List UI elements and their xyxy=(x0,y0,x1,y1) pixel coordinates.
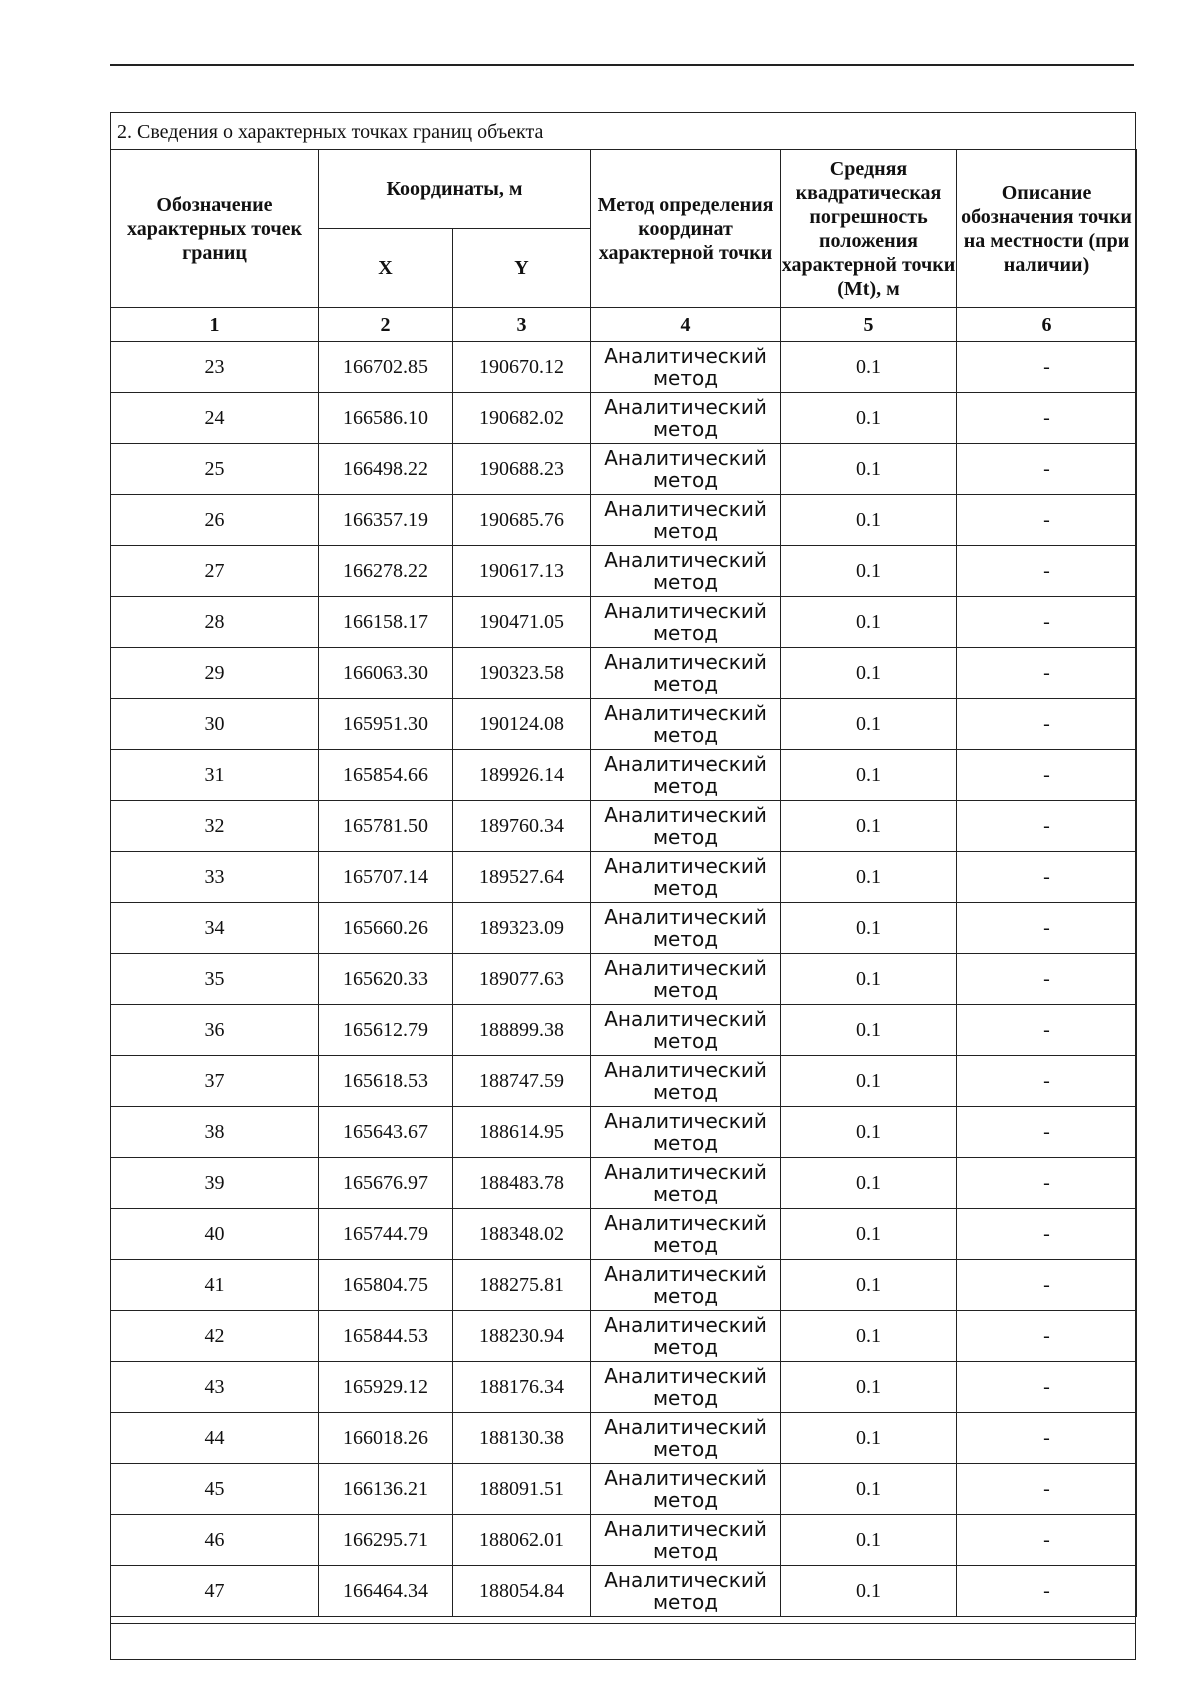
method-line: метод xyxy=(652,672,719,696)
y-coordinate-cell: 188091.51 xyxy=(453,1464,591,1515)
column-number: 4 xyxy=(591,308,781,342)
table-row xyxy=(111,1413,1137,1464)
y-coordinate-cell: 190124.08 xyxy=(453,699,591,750)
point-number-cell: 26 xyxy=(111,495,319,546)
y-coordinate-cell: 188176.34 xyxy=(453,1362,591,1413)
description-cell: - xyxy=(957,1209,1137,1260)
point-number-cell: 45 xyxy=(111,1464,319,1515)
point-number-cell: 25 xyxy=(111,444,319,495)
description-cell: - xyxy=(957,852,1137,903)
point-number-cell: 35 xyxy=(111,954,319,1005)
method-line: Аналитический xyxy=(604,1364,767,1388)
table-row xyxy=(111,597,1137,648)
method-cell xyxy=(591,1566,781,1617)
x-coordinate-cell: 165676.97 xyxy=(319,1158,453,1209)
description-cell: - xyxy=(957,801,1137,852)
method-line: метод xyxy=(652,1182,719,1206)
method-cell xyxy=(591,1005,781,1056)
method-line: метод xyxy=(652,1539,719,1563)
error-cell: 0.1 xyxy=(781,1209,957,1260)
table-row xyxy=(111,699,1137,750)
column-number: 1 xyxy=(111,308,319,342)
point-number-cell: 40 xyxy=(111,1209,319,1260)
y-coordinate-cell: 188230.94 xyxy=(453,1311,591,1362)
description-cell: - xyxy=(957,1005,1137,1056)
method-line: метод xyxy=(652,1233,719,1257)
table-row xyxy=(111,495,1137,546)
error-cell: 0.1 xyxy=(781,1464,957,1515)
method-cell xyxy=(591,546,781,597)
error-cell: 0.1 xyxy=(781,1107,957,1158)
header-x: X xyxy=(319,229,453,308)
method-line: Аналитический xyxy=(604,446,767,470)
method-cell xyxy=(591,699,781,750)
y-coordinate-cell: 190670.12 xyxy=(453,342,591,393)
error-cell: 0.1 xyxy=(781,1362,957,1413)
x-coordinate-cell: 165707.14 xyxy=(319,852,453,903)
table-row xyxy=(111,801,1137,852)
method-line: Аналитический xyxy=(604,854,767,878)
method-line: метод xyxy=(652,774,719,798)
header-error: Средняя квадратическая погрешность положения характерной точки (Mt), м xyxy=(781,150,957,308)
error-cell: 0.1 xyxy=(781,342,957,393)
method-line: метод xyxy=(652,1590,719,1614)
method-line: Аналитический xyxy=(604,1262,767,1286)
y-coordinate-cell: 190471.05 xyxy=(453,597,591,648)
description-cell: - xyxy=(957,1413,1137,1464)
method-line: метод xyxy=(652,1488,719,1512)
x-coordinate-cell: 166702.85 xyxy=(319,342,453,393)
y-coordinate-cell: 190323.58 xyxy=(453,648,591,699)
method-line: метод xyxy=(652,519,719,543)
point-number-cell: 46 xyxy=(111,1515,319,1566)
y-coordinate-cell: 189926.14 xyxy=(453,750,591,801)
method-line: метод xyxy=(652,1131,719,1155)
method-line: Аналитический xyxy=(604,701,767,725)
table-row xyxy=(111,1464,1137,1515)
method-cell xyxy=(591,1056,781,1107)
column-number: 2 xyxy=(319,308,453,342)
method-line: Аналитический xyxy=(604,344,767,368)
description-cell: - xyxy=(957,546,1137,597)
table-row xyxy=(111,1260,1137,1311)
x-coordinate-cell: 165612.79 xyxy=(319,1005,453,1056)
method-cell xyxy=(591,852,781,903)
table-row xyxy=(111,1005,1137,1056)
point-number-cell: 23 xyxy=(111,342,319,393)
x-coordinate-cell: 166357.19 xyxy=(319,495,453,546)
y-coordinate-cell: 188483.78 xyxy=(453,1158,591,1209)
method-line: Аналитический xyxy=(604,599,767,623)
y-coordinate-cell: 188614.95 xyxy=(453,1107,591,1158)
y-coordinate-cell: 189760.34 xyxy=(453,801,591,852)
x-coordinate-cell: 165781.50 xyxy=(319,801,453,852)
table-row xyxy=(111,750,1137,801)
error-cell: 0.1 xyxy=(781,648,957,699)
header-point-designation: Обозначение характерных точек границ xyxy=(111,150,319,308)
table-row xyxy=(111,852,1137,903)
document-frame xyxy=(110,112,1136,1660)
error-cell: 0.1 xyxy=(781,495,957,546)
column-number-row xyxy=(111,308,1137,342)
x-coordinate-cell: 166586.10 xyxy=(319,393,453,444)
method-cell xyxy=(591,648,781,699)
point-number-cell: 47 xyxy=(111,1566,319,1617)
y-coordinate-cell: 190685.76 xyxy=(453,495,591,546)
method-cell xyxy=(591,597,781,648)
description-cell: - xyxy=(957,954,1137,1005)
method-line: Аналитический xyxy=(604,650,767,674)
method-line: метод xyxy=(652,417,719,441)
method-cell xyxy=(591,393,781,444)
x-coordinate-cell: 165660.26 xyxy=(319,903,453,954)
description-cell: - xyxy=(957,903,1137,954)
method-cell xyxy=(591,1107,781,1158)
point-number-cell: 24 xyxy=(111,393,319,444)
point-number-cell: 42 xyxy=(111,1311,319,1362)
x-coordinate-cell: 166158.17 xyxy=(319,597,453,648)
description-cell: - xyxy=(957,1515,1137,1566)
column-number: 3 xyxy=(453,308,591,342)
point-number-cell: 30 xyxy=(111,699,319,750)
description-cell: - xyxy=(957,699,1137,750)
error-cell: 0.1 xyxy=(781,699,957,750)
description-cell: - xyxy=(957,597,1137,648)
x-coordinate-cell: 166278.22 xyxy=(319,546,453,597)
description-cell: - xyxy=(957,1260,1137,1311)
method-line: Аналитический xyxy=(604,1007,767,1031)
method-cell xyxy=(591,495,781,546)
method-line: Аналитический xyxy=(604,395,767,419)
description-cell: - xyxy=(957,1311,1137,1362)
table-row xyxy=(111,1158,1137,1209)
method-line: метод xyxy=(652,570,719,594)
error-cell: 0.1 xyxy=(781,852,957,903)
x-coordinate-cell: 166464.34 xyxy=(319,1566,453,1617)
method-line: метод xyxy=(652,1386,719,1410)
method-cell xyxy=(591,903,781,954)
error-cell: 0.1 xyxy=(781,1158,957,1209)
description-cell: - xyxy=(957,495,1137,546)
y-coordinate-cell: 188275.81 xyxy=(453,1260,591,1311)
point-number-cell: 39 xyxy=(111,1158,319,1209)
error-cell: 0.1 xyxy=(781,801,957,852)
y-coordinate-cell: 188062.01 xyxy=(453,1515,591,1566)
method-cell xyxy=(591,1362,781,1413)
method-line: метод xyxy=(652,1284,719,1308)
point-number-cell: 43 xyxy=(111,1362,319,1413)
top-rule xyxy=(110,64,1134,66)
description-cell: - xyxy=(957,393,1137,444)
method-line: Аналитический xyxy=(604,1211,767,1235)
point-number-cell: 29 xyxy=(111,648,319,699)
y-coordinate-cell: 188130.38 xyxy=(453,1413,591,1464)
method-cell xyxy=(591,954,781,1005)
description-cell: - xyxy=(957,1107,1137,1158)
x-coordinate-cell: 166498.22 xyxy=(319,444,453,495)
table-row xyxy=(111,903,1137,954)
point-number-cell: 41 xyxy=(111,1260,319,1311)
table-row xyxy=(111,648,1137,699)
method-line: метод xyxy=(652,978,719,1002)
x-coordinate-cell: 166295.71 xyxy=(319,1515,453,1566)
error-cell: 0.1 xyxy=(781,444,957,495)
x-coordinate-cell: 166018.26 xyxy=(319,1413,453,1464)
description-cell: - xyxy=(957,342,1137,393)
x-coordinate-cell: 165804.75 xyxy=(319,1260,453,1311)
x-coordinate-cell: 165844.53 xyxy=(319,1311,453,1362)
method-line: Аналитический xyxy=(604,1313,767,1337)
point-number-cell: 38 xyxy=(111,1107,319,1158)
method-cell xyxy=(591,1209,781,1260)
table-row xyxy=(111,1362,1137,1413)
method-line: Аналитический xyxy=(604,956,767,980)
error-cell: 0.1 xyxy=(781,1260,957,1311)
x-coordinate-cell: 165854.66 xyxy=(319,750,453,801)
method-line: метод xyxy=(652,1335,719,1359)
error-cell: 0.1 xyxy=(781,1566,957,1617)
y-coordinate-cell: 190688.23 xyxy=(453,444,591,495)
method-cell xyxy=(591,750,781,801)
y-coordinate-cell: 188348.02 xyxy=(453,1209,591,1260)
method-cell xyxy=(591,1311,781,1362)
description-cell: - xyxy=(957,1464,1137,1515)
method-line: метод xyxy=(652,723,719,747)
method-line: Аналитический xyxy=(604,1109,767,1133)
point-number-cell: 37 xyxy=(111,1056,319,1107)
method-line: метод xyxy=(652,468,719,492)
table-row xyxy=(111,1515,1137,1566)
error-cell: 0.1 xyxy=(781,1413,957,1464)
description-cell: - xyxy=(957,750,1137,801)
y-coordinate-cell: 190682.02 xyxy=(453,393,591,444)
method-line: Аналитический xyxy=(604,1466,767,1490)
method-line: Аналитический xyxy=(604,905,767,929)
header-coordinates: Координаты, м xyxy=(319,150,591,229)
point-number-cell: 27 xyxy=(111,546,319,597)
table-row xyxy=(111,546,1137,597)
method-cell xyxy=(591,1413,781,1464)
method-line: Аналитический xyxy=(604,1568,767,1592)
y-coordinate-cell: 190617.13 xyxy=(453,546,591,597)
point-number-cell: 28 xyxy=(111,597,319,648)
method-cell xyxy=(591,1260,781,1311)
method-cell xyxy=(591,1464,781,1515)
error-cell: 0.1 xyxy=(781,546,957,597)
description-cell: - xyxy=(957,1158,1137,1209)
header-y: Y xyxy=(453,229,591,308)
error-cell: 0.1 xyxy=(781,954,957,1005)
x-coordinate-cell: 166136.21 xyxy=(319,1464,453,1515)
x-coordinate-cell: 165643.67 xyxy=(319,1107,453,1158)
method-cell xyxy=(591,342,781,393)
header-description: Описание обозначения точки на местности (при наличии) xyxy=(957,150,1137,308)
boundary-points-table xyxy=(110,149,1137,1617)
description-cell: - xyxy=(957,648,1137,699)
error-cell: 0.1 xyxy=(781,1311,957,1362)
method-cell xyxy=(591,801,781,852)
x-coordinate-cell: 165929.12 xyxy=(319,1362,453,1413)
y-coordinate-cell: 188054.84 xyxy=(453,1566,591,1617)
error-cell: 0.1 xyxy=(781,750,957,801)
y-coordinate-cell: 189323.09 xyxy=(453,903,591,954)
x-coordinate-cell: 165618.53 xyxy=(319,1056,453,1107)
column-number: 5 xyxy=(781,308,957,342)
method-line: Аналитический xyxy=(604,1415,767,1439)
method-line: Аналитический xyxy=(604,1517,767,1541)
table-row xyxy=(111,444,1137,495)
point-number-cell: 44 xyxy=(111,1413,319,1464)
point-number-cell: 32 xyxy=(111,801,319,852)
y-coordinate-cell: 188747.59 xyxy=(453,1056,591,1107)
table-row xyxy=(111,1107,1137,1158)
description-cell: - xyxy=(957,1056,1137,1107)
error-cell: 0.1 xyxy=(781,1056,957,1107)
y-coordinate-cell: 189527.64 xyxy=(453,852,591,903)
method-line: метод xyxy=(652,876,719,900)
y-coordinate-cell: 188899.38 xyxy=(453,1005,591,1056)
table-row xyxy=(111,342,1137,393)
method-cell xyxy=(591,1515,781,1566)
x-coordinate-cell: 165951.30 xyxy=(319,699,453,750)
point-number-cell: 33 xyxy=(111,852,319,903)
method-line: метод xyxy=(652,1029,719,1053)
method-line: Аналитический xyxy=(604,548,767,572)
point-number-cell: 34 xyxy=(111,903,319,954)
x-coordinate-cell: 166063.30 xyxy=(319,648,453,699)
error-cell: 0.1 xyxy=(781,393,957,444)
table-row xyxy=(111,1209,1137,1260)
method-line: Аналитический xyxy=(604,497,767,521)
table-row xyxy=(111,1056,1137,1107)
bottom-rule xyxy=(111,1623,1135,1624)
y-coordinate-cell: 189077.63 xyxy=(453,954,591,1005)
header-method: Метод определения координат характерной точки xyxy=(591,150,781,308)
method-line: метод xyxy=(652,1437,719,1461)
method-line: Аналитический xyxy=(604,1160,767,1184)
error-cell: 0.1 xyxy=(781,1005,957,1056)
method-line: Аналитический xyxy=(604,803,767,827)
method-line: метод xyxy=(652,366,719,390)
method-line: метод xyxy=(652,825,719,849)
method-line: Аналитический xyxy=(604,1058,767,1082)
method-line: метод xyxy=(652,621,719,645)
error-cell: 0.1 xyxy=(781,1515,957,1566)
error-cell: 0.1 xyxy=(781,903,957,954)
method-line: метод xyxy=(652,1080,719,1104)
description-cell: - xyxy=(957,444,1137,495)
table-row xyxy=(111,1311,1137,1362)
description-cell: - xyxy=(957,1362,1137,1413)
method-line: метод xyxy=(652,927,719,951)
x-coordinate-cell: 165620.33 xyxy=(319,954,453,1005)
column-number: 6 xyxy=(957,308,1137,342)
point-number-cell: 36 xyxy=(111,1005,319,1056)
method-cell xyxy=(591,1158,781,1209)
method-line: Аналитический xyxy=(604,752,767,776)
description-cell: - xyxy=(957,1566,1137,1617)
section-title: 2. Сведения о характерных точках границ объекта xyxy=(117,121,544,143)
table-row xyxy=(111,393,1137,444)
table-row xyxy=(111,954,1137,1005)
error-cell: 0.1 xyxy=(781,597,957,648)
x-coordinate-cell: 165744.79 xyxy=(319,1209,453,1260)
table-row xyxy=(111,1566,1137,1617)
method-cell xyxy=(591,444,781,495)
point-number-cell: 31 xyxy=(111,750,319,801)
